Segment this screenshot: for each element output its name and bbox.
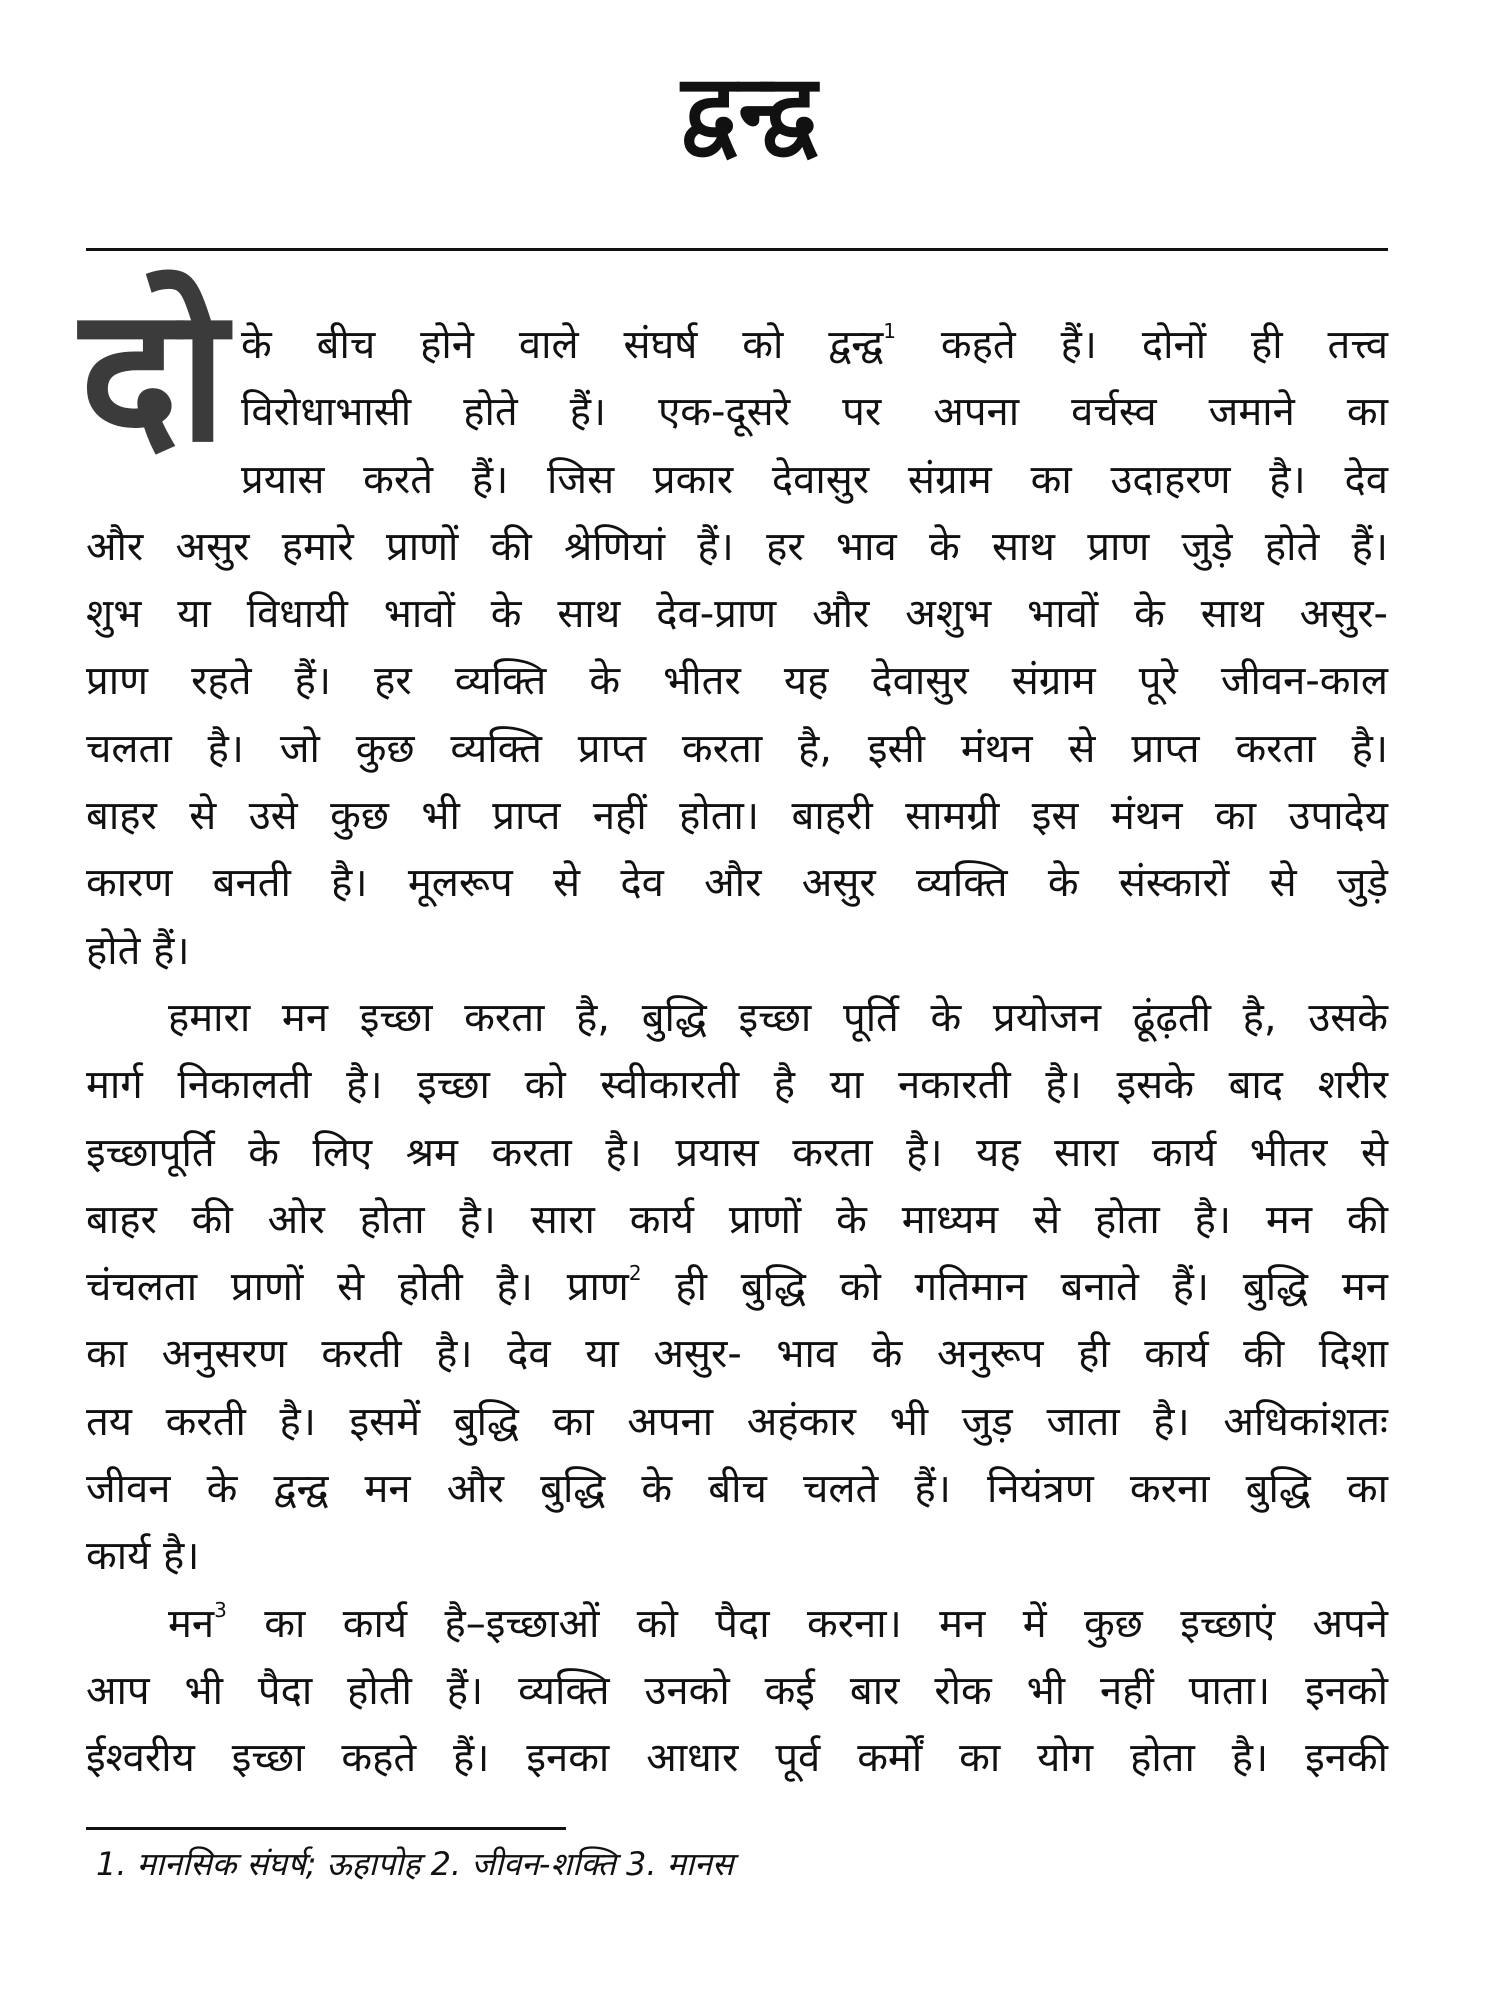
text-line: चंचलता प्राणों से होती है। प्राण$^2$ ही बुद्धि को गतिमान बनाते हैं। बुद्धि मन bbox=[86, 1261, 1388, 1311]
text-line: होते हैं। bbox=[86, 927, 190, 974]
footnote-ref-3: 3 bbox=[214, 1597, 227, 1622]
paragraph-1 bbox=[86, 312, 1388, 985]
text-line: मन$^3$ का कार्य है–इच्छाओं को पैदा करना। मन में कुछ इच्छाएं अपने bbox=[168, 1597, 1388, 1647]
paragraph-2 bbox=[86, 985, 1388, 1591]
text-line: इच्छापूर्ति के लिए श्रम करता है। प्रयास करता है। यह सारा कार्य भीतर से bbox=[86, 1129, 1388, 1176]
text-line: बाहर से उसे कुछ भी प्राप्त नहीं होता। बाहरी सामग्री इस मंथन का उपादेय bbox=[86, 793, 1388, 840]
paragraph-3 bbox=[86, 1591, 1388, 1793]
body-text bbox=[86, 312, 1388, 1793]
text-line: तय करती है। इसमें बुद्धि का अपना अहंकार भी जुड़ जाता है। अधिकांशतः bbox=[86, 1398, 1388, 1445]
text-line: विरोधाभासी होते हैं। एक-दूसरे पर अपना वर्चस्व जमाने का bbox=[241, 389, 1388, 436]
text-line: आप भी पैदा होती हैं। व्यक्ति उनको कई बार रोक भी नहीं पाता। इनको bbox=[86, 1667, 1388, 1714]
text-line: ईश्वरीय इच्छा कहते हैं। इनका आधार पूर्व कर्मों का योग होता है। इनकी bbox=[86, 1735, 1388, 1782]
text-line: हमारा मन इच्छा करता है, बुद्धि इच्छा पूर्ति के प्रयोजन ढूंढ़ती है, उसके bbox=[168, 994, 1388, 1041]
title-divider bbox=[86, 248, 1388, 251]
drop-cap: दो bbox=[80, 266, 227, 483]
text-line: का अनुसरण करती है। देव या असुर- भाव के अनुरूप ही कार्य की दिशा bbox=[86, 1331, 1388, 1378]
text-line: के बीच होने वाले संघर्ष को द्वन्द्व$^1$ कहते हैं। दोनों ही तत्त्व bbox=[241, 319, 1388, 368]
text-line: प्राण रहते हैं। हर व्यक्ति के भीतर यह देवासुर संग्राम पूरे जीवन-काल bbox=[86, 658, 1388, 705]
text-line: प्रयास करते हैं। जिस प्रकार देवासुर संग्राम का उदाहरण है। देव bbox=[241, 456, 1388, 503]
text-line: मार्ग निकालती है। इच्छा को स्वीकारती है या नकारती है। इसके बाद शरीर bbox=[86, 1062, 1388, 1109]
footnote-ref-2: 2 bbox=[628, 1261, 642, 1286]
text-line: चलता है। जो कुछ व्यक्ति प्राप्त करता है, इसी मंथन से प्राप्त करता है। bbox=[86, 725, 1388, 772]
text-line: जीवन के द्वन्द्व मन और बुद्धि के बीच चलते हैं। नियंत्रण करना बुद्धि का bbox=[86, 1466, 1388, 1513]
footnote-divider bbox=[86, 1827, 566, 1830]
text-line: और असुर हमारे प्राणों की श्रेणियां हैं। हर भाव के साथ प्राण जुड़े होते हैं। bbox=[86, 523, 1388, 570]
text-line: बाहर की ओर होता है। सारा कार्य प्राणों के माध्यम से होता है। मन की bbox=[86, 1196, 1388, 1243]
footnote: 1. मानसिक संघर्ष; ऊहापोह 2. जीवन-शक्ति 3. मानस bbox=[96, 1845, 734, 1883]
footnote-ref-1: 1 bbox=[883, 319, 896, 343]
chapter-title: द्वन्द्व bbox=[681, 54, 819, 166]
text-line: शुभ या विधायी भावों के साथ देव-प्राण और अशुभ भावों के साथ असुर- bbox=[86, 591, 1388, 638]
text-line: कारण बनती है। मूलरूप से देव और असुर व्यक्ति के संस्कारों से जुड़े bbox=[86, 860, 1388, 907]
text-line: कार्य है। bbox=[86, 1533, 200, 1580]
